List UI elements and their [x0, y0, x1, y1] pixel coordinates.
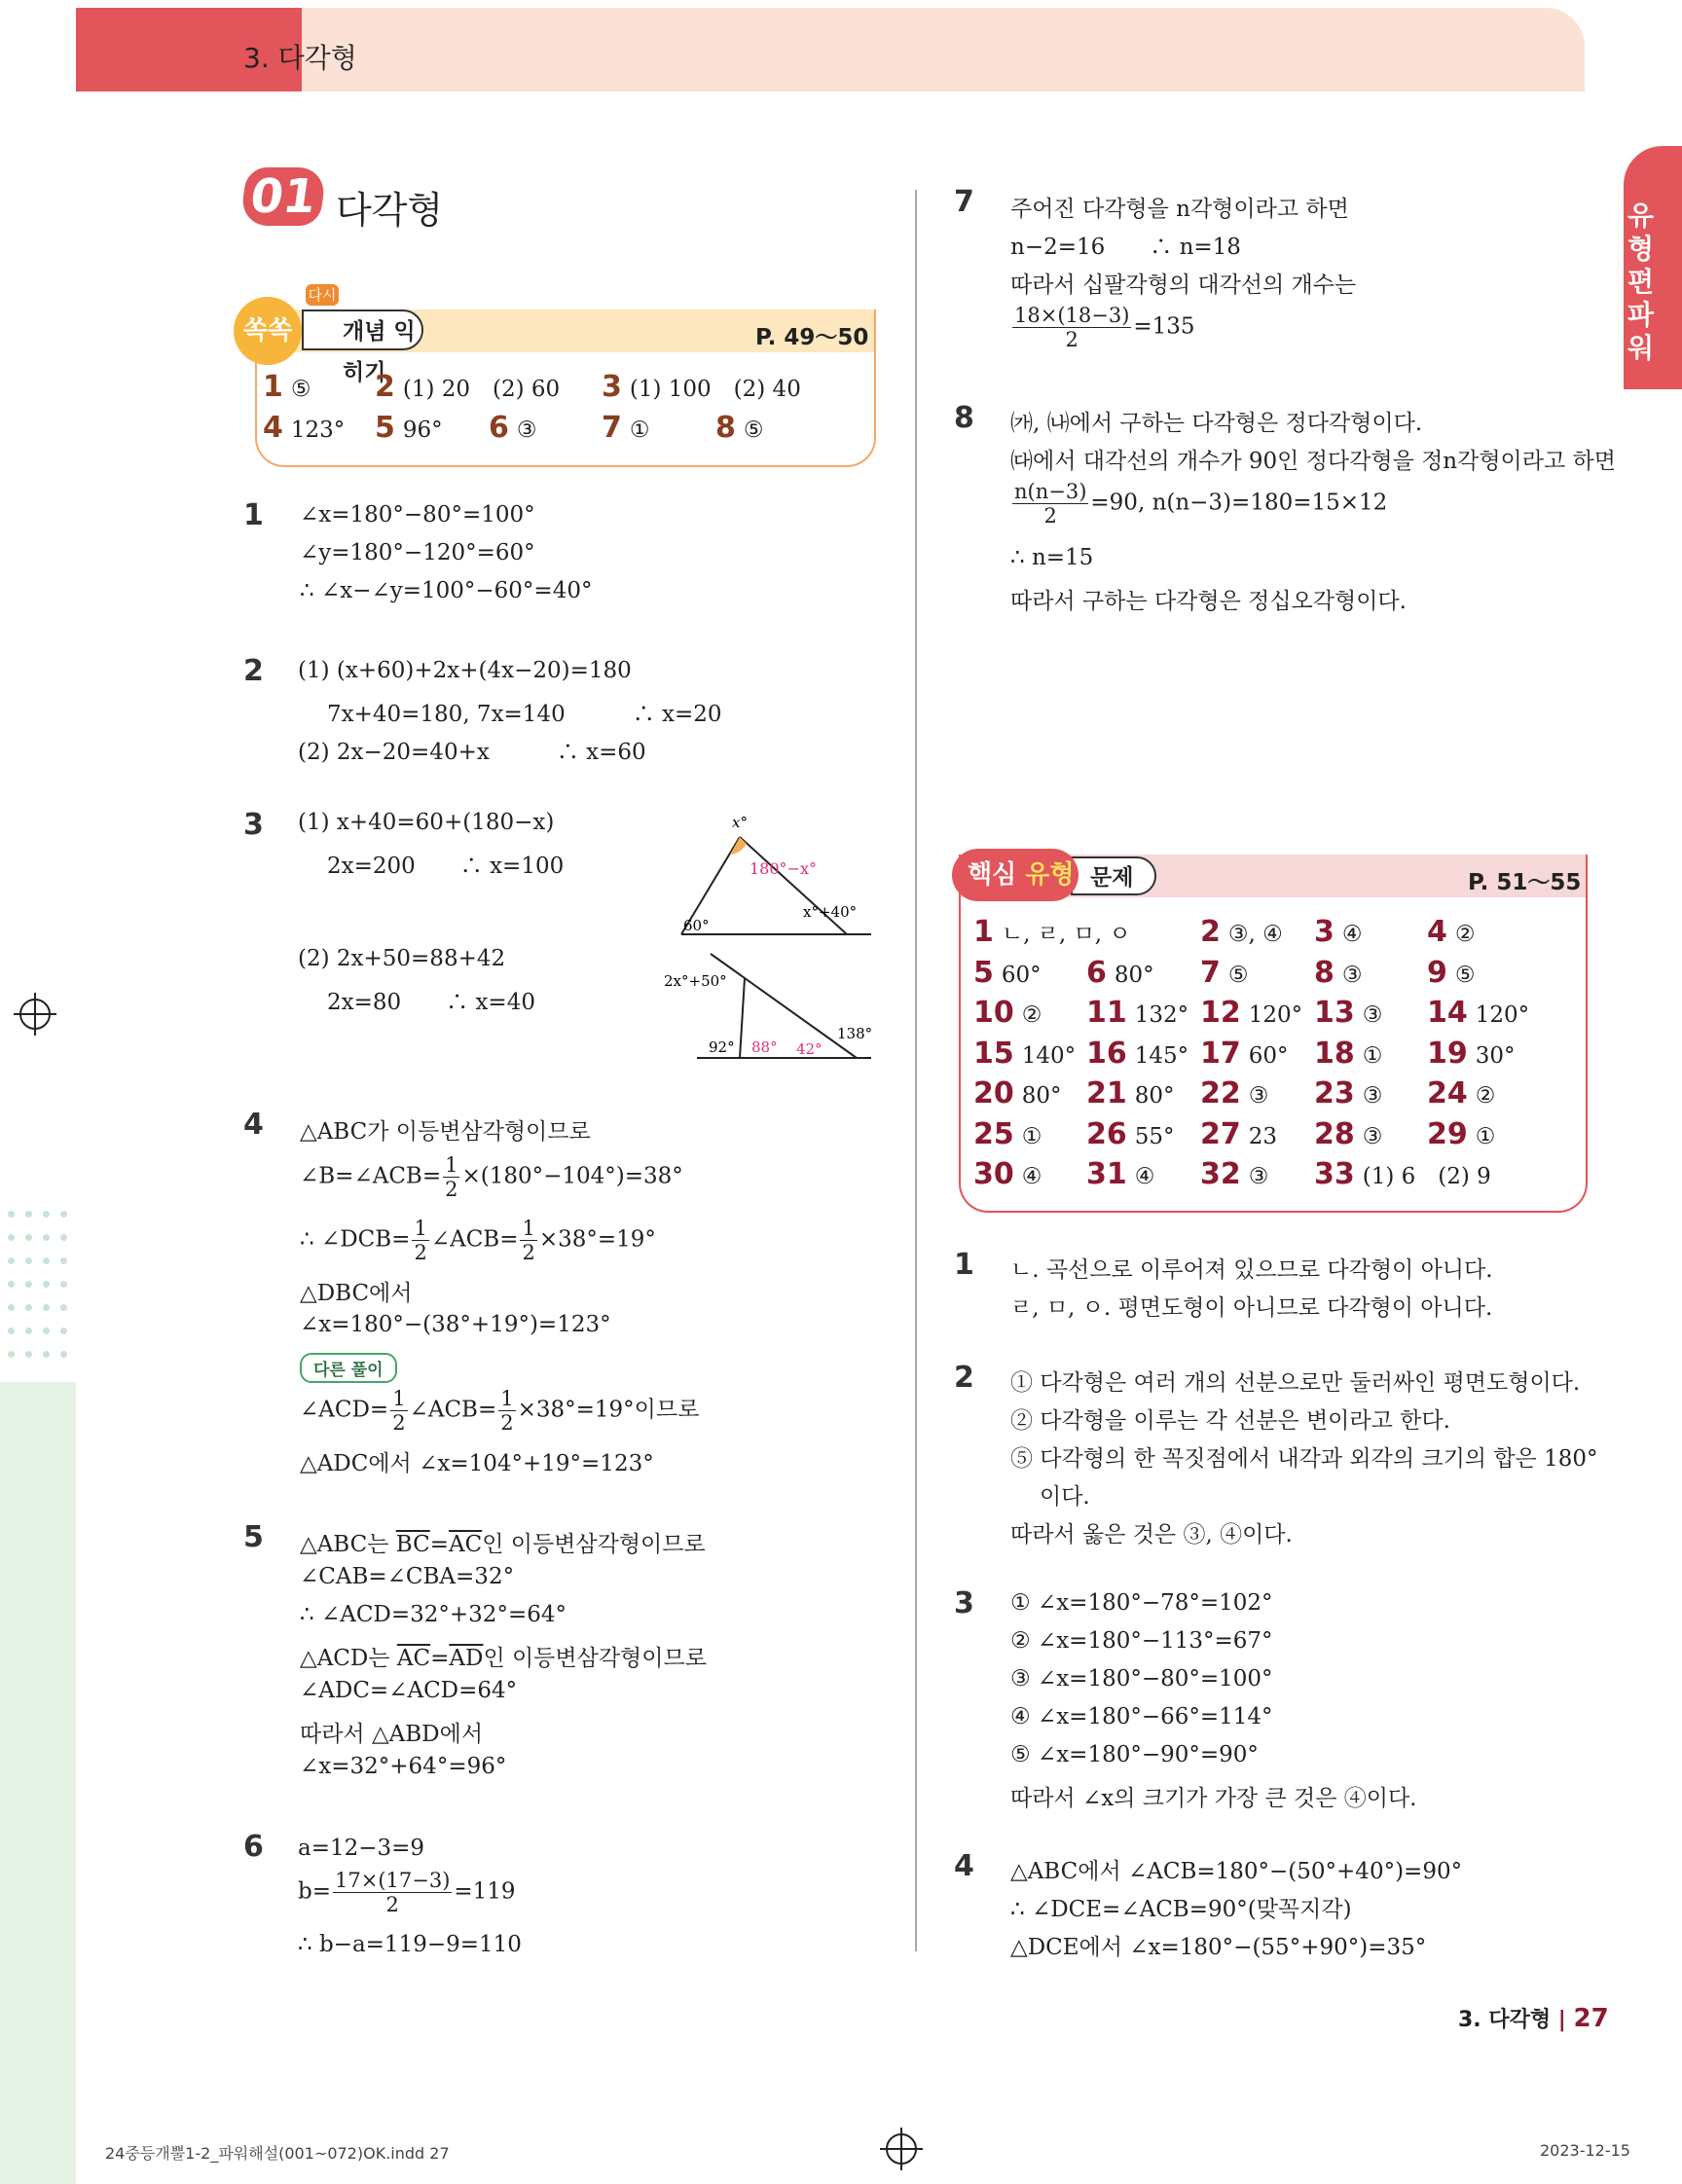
solution-line: △DBC에서 [300, 1281, 413, 1306]
section-number: 01 [239, 167, 327, 226]
solution-line: ∴ b−a=119−9=110 [298, 1932, 522, 1957]
decoration-dot [60, 1211, 67, 1218]
solution-line: ∠x=180°−80°=100° [300, 502, 535, 528]
list-item: 17 60° [1200, 1036, 1289, 1071]
solution-line: 2x=80 ∴ x=40 [327, 990, 535, 1015]
solution-number: 1 [243, 498, 264, 532]
concept-label: 개념 익히기 [302, 309, 423, 350]
solution-number: 4 [954, 1849, 974, 1883]
solution-line: $\frac{n(n-3)}{2}$ =90, n(n−3)=180=15×12 [1014, 480, 1388, 528]
decoration-dot [8, 1328, 15, 1334]
solution-number: 7 [954, 185, 974, 219]
triangle-figure-2 [662, 949, 876, 1066]
list-item: 7 ⑤ [1200, 955, 1249, 990]
list-item: 12 120° [1200, 996, 1303, 1030]
solution-line: △DCE에서 ∠x=180°−(55°+90°)=35° [1010, 1935, 1427, 1960]
dot-pattern [0, 1207, 76, 1382]
label-x40: x°+40° [803, 903, 858, 921]
list-item: 24 ② [1427, 1076, 1496, 1110]
list-item: 9 ⑤ [1427, 955, 1476, 990]
list-item: 8 ③ [1314, 955, 1363, 990]
decoration-dot [43, 1328, 50, 1334]
solution-line: 따라서 십팔각형의 대각선의 개수는 [1010, 273, 1357, 298]
list-item: 33 (1) 6 (2) 9 [1314, 1157, 1491, 1191]
solution-line: ∴ n=15 [1010, 545, 1094, 570]
list-item: 11 132° [1086, 996, 1189, 1030]
label-92: 92° [709, 1038, 735, 1056]
solution-line: ㈐에서 대각선의 개수가 90인 정다각형을 정n각형이라고 하면 [1010, 449, 1616, 474]
list-item: 4 ② [1427, 915, 1476, 949]
decoration-dot [25, 1304, 32, 1311]
left-decoration [0, 1382, 76, 2184]
decoration-dot [8, 1304, 15, 1311]
list-item: 5 96° [375, 411, 443, 445]
solution-line: a=12−3=9 [298, 1836, 425, 1861]
list-item: 14 120° [1427, 996, 1530, 1030]
label-138: 138° [837, 1025, 873, 1042]
solution-line: ∠B=∠ACB= $\frac{1}{2}$ ×(180°−104°)=38° [300, 1153, 683, 1201]
list-item: 1 ㄴ, ㄹ, ㅁ, ㅇ [973, 915, 1131, 949]
solution-number: 3 [954, 1586, 974, 1620]
solution-line: $\frac{18\times(18-3)}{2}$ =135 [1014, 304, 1195, 351]
list-item: 26 55° [1086, 1116, 1175, 1151]
decoration-dot [43, 1211, 50, 1218]
solution-line: △ADC에서 ∠x=104°+19°=123° [300, 1451, 654, 1476]
list-item: 20 80° [973, 1076, 1062, 1110]
list-item: 25 ① [973, 1116, 1042, 1151]
solution-number: 5 [243, 1520, 264, 1554]
solution-line: 이다. [1040, 1484, 1090, 1510]
decoration-dot [60, 1351, 67, 1358]
decoration-dot [8, 1234, 15, 1241]
decoration-dot [43, 1281, 50, 1288]
concept-pages: P. 49～50 [755, 325, 869, 350]
solution-line: (1) (x+60)+2x+(4x−20)=180 [298, 658, 632, 683]
list-item: 6 80° [1086, 955, 1154, 990]
solution-line: b= $\frac{17\times(17-3)}{2}$ =119 [298, 1869, 516, 1916]
solution-line: △ABC는 $\overline{BC}=\overline{AC}$인 이등변삼각형이므로 [300, 1532, 706, 1557]
solution-line: ∠y=180°−120°=60° [300, 540, 535, 565]
list-item: 23 ③ [1314, 1076, 1383, 1110]
list-item: 18 ① [1314, 1036, 1383, 1071]
solution-line: △ABC에서 ∠ACB=180°−(50°+40°)=90° [1010, 1859, 1463, 1884]
list-item: 8 ⑤ [715, 411, 764, 445]
list-item: 2 ③, ④ [1200, 915, 1283, 949]
print-file-info: 24중등개뿔1-2_파워해설(001~072)OK.indd 27 [105, 2144, 450, 2163]
decoration-dot [60, 1281, 67, 1288]
decoration-dot [43, 1351, 50, 1358]
label-180-x: 180°−x° [750, 859, 817, 878]
list-item: 30 ④ [973, 1157, 1042, 1191]
solution-line: ① ∠x=180°−78°=102° [1010, 1590, 1273, 1616]
decoration-dot [25, 1351, 32, 1358]
solution-line: (2) 2x+50=88+42 [298, 946, 506, 971]
solution-line: ∴ ∠DCB= $\frac{1}{2}$ ∠ACB= $\frac{1}{2}$ ×38°=19° [300, 1217, 656, 1264]
section-title: 다각형 [336, 189, 444, 232]
solution-line: △ABC가 이등변삼각형이므로 [300, 1119, 591, 1145]
solution-line: ∠CAB=∠CBA=32° [300, 1564, 515, 1589]
solution-number: 6 [243, 1830, 264, 1864]
list-item: 7 ① [602, 411, 650, 445]
decoration-dot [25, 1281, 32, 1288]
decoration-dot [25, 1328, 32, 1334]
solution-number: 2 [954, 1361, 974, 1395]
list-item: 3 ④ [1314, 915, 1363, 949]
solution-line: 따라서 구하는 다각형은 정십오각형이다. [1010, 589, 1407, 614]
alt-solution-tag: 다른 풀이 [300, 1353, 397, 1383]
list-item: 27 23 [1200, 1116, 1278, 1151]
solution-number: 3 [243, 808, 264, 842]
list-item: 10 ② [973, 996, 1042, 1030]
list-item: 1 ⑤ [263, 370, 311, 404]
label-42: 42° [796, 1040, 823, 1058]
solution-line: (2) 2x−20=40+x ∴ x=60 [298, 740, 646, 765]
fig-line [740, 978, 745, 1058]
solution-number: 1 [954, 1248, 974, 1282]
decoration-dot [60, 1234, 67, 1241]
solution-line: ㄴ. 곡선으로 이루어져 있으므로 다각형이 아니다. [1010, 1257, 1493, 1283]
concept-badge-small: 다시 [306, 284, 339, 306]
decoration-dot [8, 1257, 15, 1264]
label-2x50: 2x°+50° [664, 972, 727, 990]
solution-number: 4 [243, 1108, 264, 1142]
solution-line: ∠ADC=∠ACD=64° [300, 1678, 518, 1703]
decoration-dot [8, 1351, 15, 1358]
list-item: 32 ③ [1200, 1157, 1269, 1191]
solution-line: 따라서 ∠x의 크기가 가장 큰 것은 ④이다. [1010, 1786, 1417, 1811]
decoration-dot [60, 1328, 67, 1334]
decoration-dot [43, 1257, 50, 1264]
solution-line: ∠x=32°+64°=96° [300, 1754, 507, 1779]
core-answer-box [959, 855, 1588, 1213]
solution-line: ㈎, ㈏에서 구하는 다각형은 정다각형이다. [1010, 411, 1423, 436]
list-item: 29 ① [1427, 1116, 1496, 1151]
decoration-dot [25, 1257, 32, 1264]
list-item: 22 ③ [1200, 1076, 1269, 1110]
decoration-dot [25, 1211, 32, 1218]
concept-badge: 쏙쏙 [234, 297, 302, 365]
solution-line: (1) x+40=60+(180−x) [298, 810, 555, 835]
solution-line: ㄹ, ㅁ, ㅇ. 평면도형이 아니므로 다각형이 아니다. [1010, 1295, 1493, 1321]
decoration-dot [25, 1234, 32, 1241]
solution-line: ① 다각형은 여러 개의 선분으로만 둘러싸인 평면도형이다. [1010, 1370, 1581, 1396]
page-footer: 3. 다각형 | 27 [1458, 2004, 1609, 2033]
solution-line: n−2=16 ∴ n=18 [1010, 235, 1241, 260]
list-item: 4 123° [263, 411, 346, 445]
solution-line: 주어진 다각형을 n각형이라고 하면 [1010, 197, 1349, 222]
list-item: 31 ④ [1086, 1157, 1155, 1191]
label-88: 88° [751, 1038, 778, 1056]
solution-line: 따라서 옳은 것은 ③, ④이다. [1010, 1522, 1293, 1547]
solution-line: △ACD는 $\overline{AC}=\overline{AD}$인 이등변삼각형이므로 [300, 1646, 707, 1671]
solution-line: ∠ACD= $\frac{1}{2}$ ∠ACB= $\frac{1}{2}$ ×38°=19°이므로 [300, 1387, 700, 1435]
list-item: 13 ③ [1314, 996, 1383, 1030]
solution-line: ∠x=180°−(38°+19°)=123° [300, 1312, 611, 1337]
list-item: 5 60° [973, 955, 1042, 990]
list-item: 6 ③ [489, 411, 537, 445]
triangle-figure-1 [662, 808, 876, 939]
label-60: 60° [683, 917, 710, 934]
solution-line: ⑤ ∠x=180°−90°=90° [1010, 1742, 1259, 1767]
solution-line: 7x+40=180, 7x=140 ∴ x=20 [327, 702, 722, 727]
solution-line: ∴ ∠ACD=32°+32°=64° [300, 1602, 567, 1627]
list-item: 2 (1) 20 (2) 60 [375, 370, 561, 404]
side-tab-label: 유형편 파워 [1627, 200, 1655, 364]
print-date: 2023-12-15 [1540, 2141, 1630, 2160]
core-label: 문제 [1071, 856, 1156, 895]
list-item: 21 80° [1086, 1076, 1175, 1110]
registration-mark [886, 2133, 917, 2165]
list-item: 15 140° [973, 1036, 1077, 1071]
chapter-title: 3. 다각형 [243, 42, 357, 74]
decoration-dot [60, 1257, 67, 1264]
list-item: 28 ③ [1314, 1116, 1383, 1151]
solution-number: 8 [954, 401, 974, 435]
decoration-dot [8, 1281, 15, 1288]
decoration-dot [43, 1304, 50, 1311]
list-item: 3 (1) 100 (2) 40 [602, 370, 801, 404]
core-pages: P. 51～55 [1468, 870, 1582, 895]
core-badge: 핵심 유형 [952, 849, 1079, 901]
solution-line: 2x=200 ∴ x=100 [327, 854, 565, 879]
list-item: 16 145° [1086, 1036, 1189, 1071]
label-x: x° [732, 814, 748, 831]
decoration-dot [8, 1211, 15, 1218]
solution-line: 따라서 △ABD에서 [300, 1722, 484, 1747]
registration-mark [19, 999, 51, 1030]
decoration-dot [43, 1234, 50, 1241]
solution-line: ∴ ∠x−∠y=100°−60°=40° [300, 578, 593, 603]
column-divider [915, 190, 917, 1951]
solution-line: ③ ∠x=180°−80°=100° [1010, 1666, 1273, 1692]
solution-number: 2 [243, 654, 264, 688]
solution-line: ④ ∠x=180°−66°=114° [1010, 1704, 1273, 1729]
list-item: 19 30° [1427, 1036, 1516, 1071]
solution-line: ② 다각형을 이루는 각 선분은 변이라고 한다. [1010, 1408, 1450, 1434]
decoration-dot [60, 1304, 67, 1311]
solution-line: ② ∠x=180°−113°=67° [1010, 1628, 1273, 1654]
solution-line: ∴ ∠DCE=∠ACB=90°(맞꼭지각) [1010, 1897, 1352, 1922]
solution-line: ⑤ 다각형의 한 꼭짓점에서 내각과 외각의 크기의 합은 180° [1010, 1446, 1598, 1472]
